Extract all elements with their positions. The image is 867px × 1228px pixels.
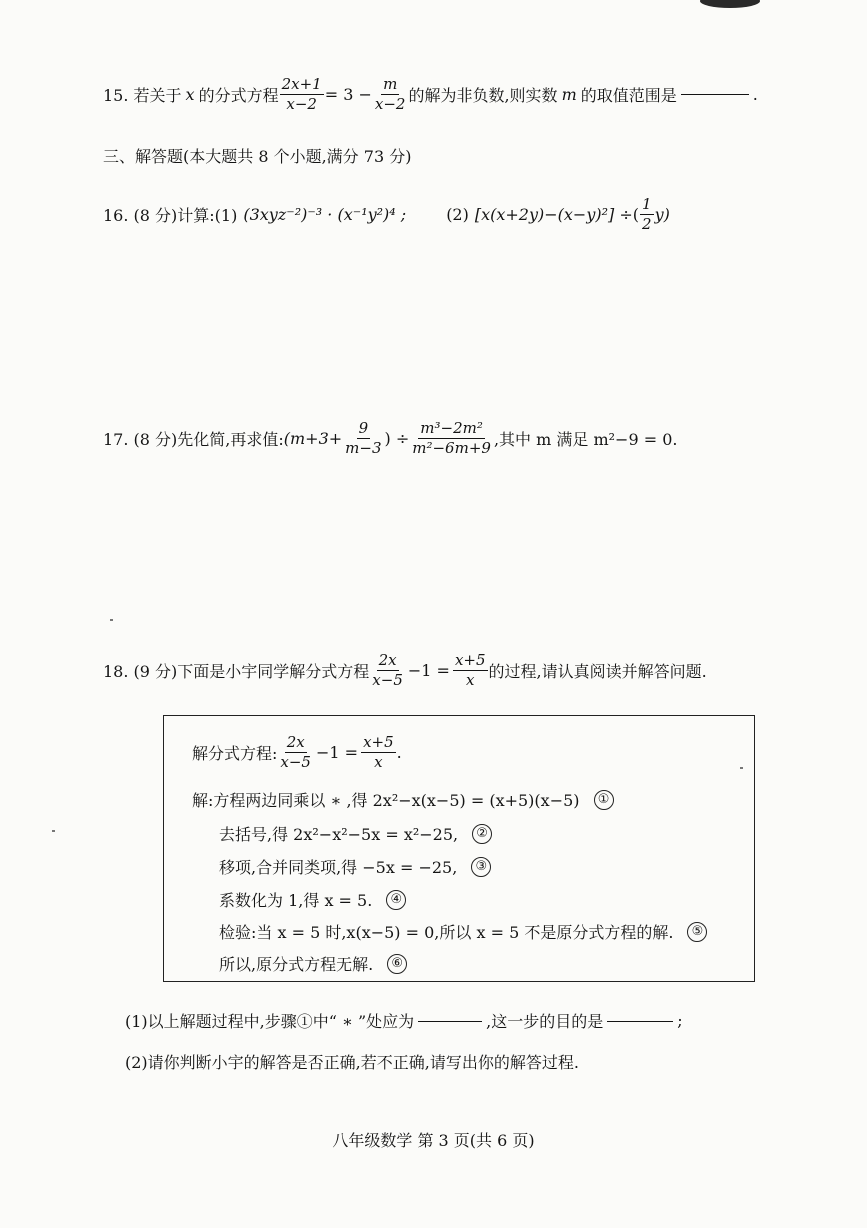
section-3-heading	[103, 144, 411, 167]
q15-frac1-den: x−2	[286, 94, 317, 113]
q18-fraction-2	[453, 652, 488, 688]
box-line-6	[219, 952, 407, 975]
step-6-marker: ⑥	[387, 954, 407, 974]
step-1-marker: ①	[594, 790, 614, 810]
q17-label: 17. (8 分)先化简,再求值:	[103, 429, 284, 449]
q18-subquestion-2	[125, 1050, 579, 1073]
q17-open: (m+3+	[283, 428, 343, 448]
box-line0-mid: −1 =	[315, 742, 359, 762]
step-2-marker: ②	[472, 824, 492, 844]
q18-frac2-num: x+5	[454, 651, 486, 669]
question-16	[103, 196, 670, 232]
q18-sub1-text-b: ,这一步的目的是	[486, 1012, 604, 1031]
q18-sub1-end: ;	[677, 1011, 683, 1030]
q17-tail: ,其中 m 满足 m²−9 = 0.	[493, 429, 678, 449]
q15-var-m: m	[561, 84, 577, 104]
q18-sub2-text: (2)请你判断小宇的解答是否正确,若不正确,请写出你的解答过程.	[125, 1053, 579, 1072]
q18-fraction-1	[370, 652, 405, 688]
scan-speck	[110, 619, 113, 621]
q15-end: .	[752, 84, 758, 104]
box-line-2	[219, 822, 492, 845]
box-line0-label: 解分式方程:	[192, 743, 278, 763]
box-line-0	[192, 734, 402, 770]
box-line0-end: .	[396, 742, 402, 762]
q17-frac2-num: m³−2m²	[420, 419, 483, 437]
q15-text3: 的取值范围是	[580, 85, 677, 105]
q16-label: 16. (8 分)计算:(1)	[103, 205, 238, 225]
q15-label: 15. 若关于	[103, 85, 182, 105]
box-line6-text: 所以,原分式方程无解.	[219, 955, 374, 974]
box-line-3	[219, 855, 491, 878]
step-5-marker: ⑤	[687, 922, 707, 942]
scan-mark	[700, 0, 760, 8]
box-line2-text: 去括号,得 2x²−x²−5x = x²−25,	[219, 825, 459, 844]
section-3-title: 三、解答题(本大题共 8 个小题,满分 73 分)	[103, 147, 412, 166]
q18-tail: 的过程,请认真阅读并解答问题.	[488, 661, 707, 681]
q18-label: 18. (9 分)下面是小宇同学解分式方程	[103, 661, 370, 681]
q16-part2: (2)	[446, 204, 469, 224]
question-15	[103, 76, 758, 112]
q15-frac2-den: x−2	[374, 94, 406, 113]
q16-frac-num: 1	[642, 195, 652, 213]
q18-sub1-blank-1[interactable]	[418, 1020, 482, 1022]
q18-sub1-blank-2[interactable]	[607, 1020, 673, 1022]
box-frac1-num: 2x	[286, 733, 305, 751]
box-frac1-den: x−5	[280, 752, 311, 771]
q15-text1: 的分式方程	[198, 85, 279, 105]
q15-frac2-num: m	[383, 75, 398, 93]
q17-frac1-num: 9	[358, 419, 369, 437]
box-frac2-den: x	[374, 752, 383, 771]
q15-fraction-1	[280, 76, 324, 112]
q16-expr1: (3xyz⁻²)⁻³ · (x⁻¹y²)⁴ ;	[243, 204, 407, 224]
step-3-marker: ③	[471, 857, 491, 877]
step-4-marker: ④	[386, 890, 406, 910]
box-line3-text: 移项,合并同类项,得 −5x = −25,	[219, 858, 458, 877]
q17-fraction-1	[343, 420, 383, 456]
q18-subquestion-1	[125, 1009, 683, 1032]
solution-box	[163, 715, 755, 982]
q15-text2: 的解为非负数,则实数	[408, 85, 558, 105]
scan-speck	[52, 830, 55, 832]
box-fraction-1	[278, 734, 313, 770]
q16-open-paren: (	[632, 204, 640, 224]
box-line-5	[219, 920, 707, 943]
box-frac2-num: x+5	[363, 733, 394, 751]
q17-frac2-den: m²−6m+9	[412, 438, 491, 457]
q18-frac2-den: x	[466, 670, 475, 689]
q16-frac-den: 2	[642, 214, 652, 233]
q16-expr2-tail: y)	[654, 204, 670, 224]
q18-mid: −1 =	[407, 660, 450, 680]
box-fraction-2	[361, 734, 396, 770]
q15-fraction-2	[373, 76, 408, 112]
box-line1-text: 解:方程两边同乘以 ∗ ,得 2x²−x(x−5) = (x+5)(x−5)	[192, 791, 580, 810]
q15-answer-blank[interactable]	[681, 93, 749, 95]
question-17	[103, 420, 677, 456]
q18-frac1-num: 2x	[378, 651, 397, 669]
box-line-4	[219, 888, 406, 911]
q15-mid: = 3 −	[324, 84, 372, 104]
q17-close-div: ) ÷	[384, 428, 410, 448]
q15-var-x: x	[185, 84, 195, 104]
q18-sub1-text-a: (1)以上解题过程中,步骤①中“ ∗ ”处应为	[125, 1012, 415, 1031]
page-footer: 八年级数学 第 3 页(共 6 页)	[332, 1131, 535, 1150]
q16-expr2: [x(x+2y)−(x−y)²] ÷	[474, 204, 633, 224]
question-18	[103, 652, 707, 688]
scan-speck	[740, 767, 743, 769]
box-line5-text: 检验:当 x = 5 时,x(x−5) = 0,所以 x = 5 不是原分式方程的解.	[219, 923, 674, 942]
q18-frac1-den: x−5	[372, 670, 403, 689]
q16-fraction	[640, 196, 654, 232]
box-line4-text: 系数化为 1,得 x = 5.	[219, 891, 373, 910]
q17-frac1-den: m−3	[345, 438, 382, 457]
q15-frac1-num: 2x+1	[281, 75, 322, 93]
q17-fraction-2	[410, 420, 493, 456]
box-line-1	[192, 788, 614, 811]
